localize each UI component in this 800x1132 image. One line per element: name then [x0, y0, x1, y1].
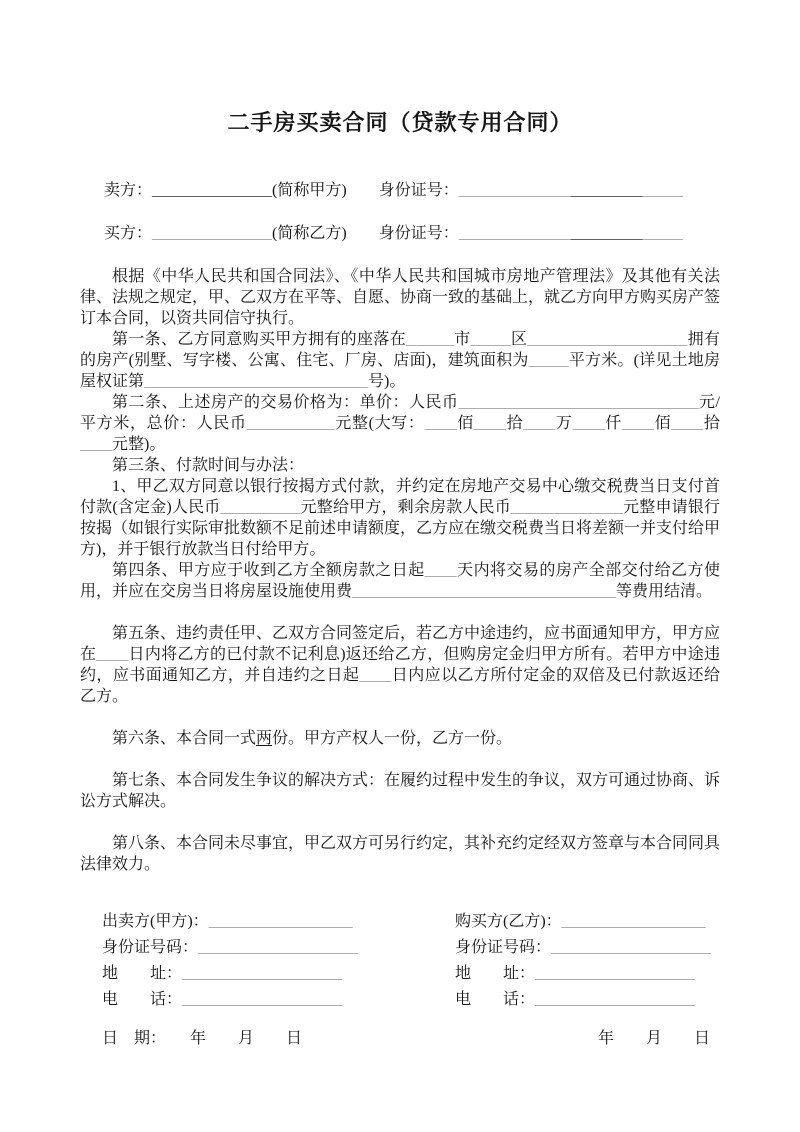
- fill-in-blank: ____: [572, 415, 605, 432]
- clause-3-item-1: [80, 476, 720, 560]
- fill-in-blank: ______________: [510, 499, 623, 516]
- fill-in-blank: ____________________: [198, 939, 359, 956]
- fill-in-blank: ____: [671, 415, 704, 432]
- fill-in-blank: _____: [528, 352, 569, 369]
- text-run: 日内将乙方的已付款不记利息)返还给乙方，但购房定金归甲方所有。若甲方中途违约，应书面通知乙方，并自违约之日起: [80, 646, 720, 684]
- fill-in-blank: ____________________________: [144, 373, 369, 390]
- fill-in-blank: __________: [220, 499, 301, 516]
- fill-in-blank: ____: [473, 415, 506, 432]
- fill-in-blank: ____: [80, 436, 112, 453]
- text-run: 万: [555, 415, 573, 432]
- buyer-address-row: [455, 961, 720, 987]
- fill-in-blank: __________________: [208, 913, 353, 930]
- fill-in-blank: ____________________: [182, 991, 343, 1008]
- date-row: [80, 1028, 720, 1049]
- text-run: 元整申请银行按揭（如银行实际审批数额不足前述申请额度，乙方应在缴交税费当日将差额一并支付给甲方)，并于银行放款当日付给甲方。: [80, 499, 721, 558]
- text-run: 第二条、上述房产的交易价格为：单价：人民币: [112, 394, 459, 411]
- fill-in-blank: ____: [523, 415, 556, 432]
- text-run: 第一条、乙方同意购买甲方拥有的座落在: [112, 331, 406, 348]
- clause-5: [80, 623, 720, 707]
- clause-2: [80, 392, 720, 455]
- text-run: 元整给甲方，剩余房款人民币: [300, 499, 511, 516]
- fill-in-blank: ____: [96, 646, 129, 663]
- text-run: 根据《中华人民共和国合同法》、《中华人民共和国城市房地产管理法》及其他有关法律、法规之规定，甲、乙双方在平等、自愿、协商一致的基础上，就乙方向甲方购买房产签订本合同，以资共同信守执行。: [80, 268, 721, 327]
- fill-in-blank: ______: [405, 331, 454, 348]
- text-run: 佰: [456, 415, 474, 432]
- clause-4: [80, 560, 720, 602]
- buyer-id-row: [455, 935, 720, 961]
- fill-in-blank: _______________: [152, 225, 273, 242]
- intro-paragraph: [80, 266, 720, 329]
- text-run: 元/平方米，总价：人民币: [80, 394, 720, 432]
- text-run: 元整(大写：: [334, 415, 425, 432]
- field-label: 地 址：: [102, 965, 183, 982]
- text-run: 佰: [653, 415, 672, 432]
- fill-in-blank: ____________________: [535, 991, 696, 1008]
- text-run: 仟: [604, 415, 622, 432]
- clause-1: [80, 329, 720, 392]
- field-label: 出卖方(甲方)：: [102, 913, 209, 930]
- text-run: 身份证号：: [378, 182, 459, 199]
- fill-in-blank: _____: [642, 225, 683, 242]
- text-run: 区: [510, 331, 528, 348]
- fill-in-blank: ____________________: [551, 939, 712, 956]
- text-run: 平方米。(详见土地房屋权证第: [80, 352, 720, 390]
- text-run: 拾: [703, 415, 720, 432]
- clause-6: [80, 728, 720, 749]
- fill-in-blank: ____________________: [535, 965, 696, 982]
- text-run: 等费用结清。: [616, 583, 713, 600]
- signature-section: [80, 909, 720, 1013]
- text-run: 身份证号：: [378, 225, 459, 242]
- contract-body: [80, 266, 720, 875]
- text-run: 号)。: [368, 373, 406, 390]
- fill-in-blank: ______________: [458, 182, 571, 199]
- text-run: 买方：: [104, 225, 153, 242]
- field-label: 购买方(乙方)：: [455, 913, 562, 930]
- fill-in-blank: ______________________________: [458, 394, 699, 411]
- field-label: 身份证号码：: [455, 939, 552, 956]
- text-run: (简称乙方): [272, 225, 347, 242]
- fill-in-blank: _____: [470, 331, 511, 348]
- buyer-name-row: [455, 909, 720, 935]
- fill-in-blank: _____: [642, 182, 683, 199]
- fill-in-blank: ____: [424, 415, 457, 432]
- date-right: 年 月 日: [598, 1030, 711, 1047]
- seller-signature-column: [102, 909, 455, 1013]
- seller-name-row: [102, 909, 455, 935]
- buyer-row: [104, 223, 720, 244]
- text-run: 第六条、本合同一式: [112, 730, 257, 747]
- clause-3-heading: [80, 455, 720, 476]
- text-run: 第七条、本合同发生争议的解决方式：在履约过程中发生的争议，双方可通过协商、诉讼方式解决。: [80, 772, 721, 810]
- text-run: [347, 182, 379, 199]
- text-run: 第四条、甲方应于收到乙方全额房款之日起: [112, 562, 425, 579]
- text-run: 1、甲乙双方同意以银行按揭方式付款，并约定在房地产交易中心缴交税费当日支付首付款(含定金)人民币: [80, 478, 720, 516]
- parties: [80, 180, 720, 244]
- text-run: 第八条、本合同未尽事宜，甲乙双方可另行约定，其补充约定经双方签章与本合同同具法律效力。: [80, 835, 721, 873]
- buyer-signature-column: [455, 909, 720, 1013]
- text-run: 第五条、违约责任甲、乙双方合同签定后，若乙方中途违约，应书面通知甲方，甲方应在: [80, 625, 721, 663]
- fill-in-blank: ____: [621, 415, 654, 432]
- field-label: 电 话：: [102, 991, 183, 1008]
- text-run: 天内将交易的房产全部交付给乙方使用，并应在交房当日将房屋设施使用费: [80, 562, 720, 600]
- fill-in-blank: ____________________: [182, 965, 343, 982]
- field-label: 地 址：: [455, 965, 536, 982]
- text-run: 份。甲方产权人一份，乙方一份。: [272, 730, 513, 747]
- fill-in-blank: ____: [424, 562, 457, 579]
- buyer-phone-row: [455, 987, 720, 1013]
- field-label: 身份证号码：: [102, 939, 199, 956]
- fill-in-blank: ____________________: [527, 331, 688, 348]
- text-run: (简称甲方): [272, 182, 347, 199]
- text-run: 拾: [505, 415, 524, 432]
- seller-row: [104, 180, 720, 201]
- fill-in-blank: _______________: [152, 182, 273, 199]
- text-run: 日内应以乙方所付定金的双倍及已付款返还给乙方。: [80, 667, 720, 705]
- fill-in-blank: ___________: [246, 415, 335, 432]
- field-label: 电 话：: [455, 991, 536, 1008]
- fill-in-blank: _________: [570, 182, 643, 199]
- text-run: 第三条、付款时间与办法：: [112, 457, 305, 474]
- contract-title: 二手房买卖合同（贷款专用合同）: [227, 110, 573, 135]
- fill-in-blank: ______________: [458, 225, 571, 242]
- seller-phone-row: [102, 987, 455, 1013]
- fill-in-blank: ____: [359, 667, 392, 684]
- underlined-text: 两: [256, 730, 273, 747]
- text-run: 卖方：: [104, 182, 153, 199]
- seller-address-row: [102, 961, 455, 987]
- fill-in-blank: _________________________________: [352, 583, 617, 600]
- text-run: 拥有的房产(别墅、写字楼、公寓、住宅、厂房、店面)，建筑面积为: [80, 331, 720, 369]
- text-run: [347, 225, 379, 242]
- clause-7: [80, 770, 720, 812]
- text-run: 元整)。: [112, 436, 166, 453]
- seller-id-row: [102, 935, 455, 961]
- text-run: 市: [453, 331, 471, 348]
- fill-in-blank: __________________: [561, 913, 706, 930]
- date-left: 日 期： 年 月 日: [102, 1030, 303, 1047]
- fill-in-blank: _________: [570, 225, 643, 242]
- clause-8: [80, 833, 720, 875]
